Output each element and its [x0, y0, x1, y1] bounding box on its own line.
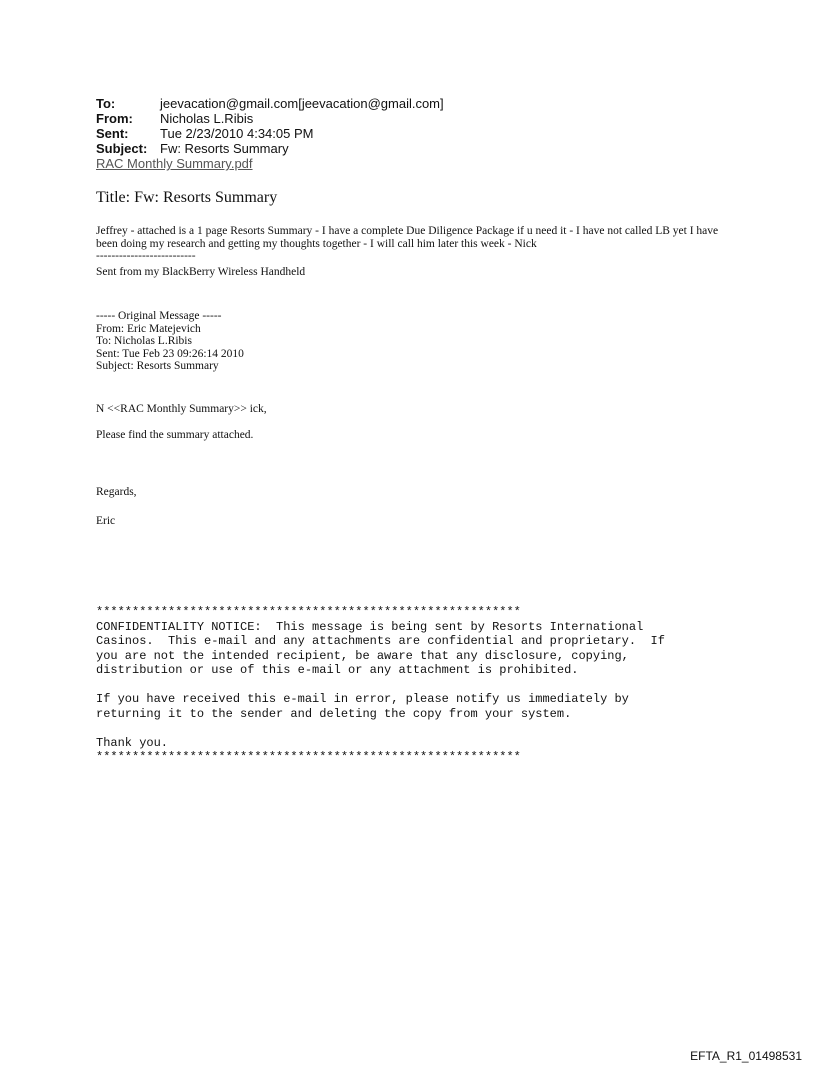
- sent-row: [96, 126, 444, 141]
- attachment-link[interactable]: RAC Monthly Summary.pdf: [96, 156, 253, 171]
- stars-top: ***********************************************************: [96, 605, 521, 619]
- from-row: [96, 111, 444, 126]
- notice-text-2: If you have received this e-mail in error, please notify us immediately by returning it to the sender and deleting the copy from your system.: [96, 692, 629, 721]
- separator-dashes: --------------------------: [96, 250, 196, 262]
- subject-value: Fw: Resorts Summary: [160, 141, 289, 156]
- notice-thanks: Thank you.: [96, 735, 169, 750]
- to-value: jeevacation@gmail.com[jeevacation@gmail.com]: [160, 96, 444, 111]
- sent-label: Sent:: [96, 126, 129, 141]
- sent-value: Tue 2/23/2010 4:34:05 PM: [160, 126, 314, 141]
- document-id: EFTA_R1_01498531: [690, 1049, 802, 1063]
- original-subject: Subject: Resorts Summary: [96, 360, 219, 372]
- sent-from-line: Sent from my BlackBerry Wireless Handheld: [96, 266, 306, 278]
- original-from: From: Eric Matejevich: [96, 322, 201, 335]
- original-sent: Sent: Tue Feb 23 09:26:14 2010: [96, 347, 244, 360]
- original-message-header: [96, 310, 244, 373]
- regards-line: Regards,: [96, 486, 137, 498]
- confidentiality-notice: [96, 605, 665, 765]
- notice-text-1: CONFIDENTIALITY NOTICE: This message is being sent by Resorts International Casinos. This e-mail and any attachments are confidential and proprietary. If you are not the intended recipient, be aware that any disclosure, copying, distribution or use of this e-mail or any attachment is prohibited.: [96, 619, 665, 677]
- subject-row: [96, 141, 444, 156]
- notice-spacer: [96, 678, 665, 693]
- email-title: Title: Fw: Resorts Summary: [96, 189, 278, 206]
- to-row: [96, 96, 444, 111]
- subject-label: Subject:: [96, 141, 148, 156]
- please-line: Please find the summary attached.: [96, 429, 254, 441]
- from-value: Nicholas L.Ribis: [160, 111, 254, 126]
- stars-bottom: ***********************************************************: [96, 750, 521, 764]
- to-label: To:: [96, 96, 116, 111]
- from-label: From:: [96, 111, 133, 126]
- original-header-line: ----- Original Message -----: [96, 310, 222, 322]
- greeting-line: N <<RAC Monthly Summary>> ick,: [96, 403, 267, 415]
- notice-spacer-2: [96, 721, 665, 736]
- signature-line: Eric: [96, 515, 116, 527]
- email-header: [96, 96, 444, 171]
- body-paragraph: Jeffrey - attached is a 1 page Resorts Summary - I have a complete Due Diligence Package if u need it - I have not called LB yet I have been doing my research and getting my thoughts together - I will call him later this week - Nick: [96, 225, 719, 250]
- original-to: To: Nicholas L.Ribis: [96, 335, 192, 347]
